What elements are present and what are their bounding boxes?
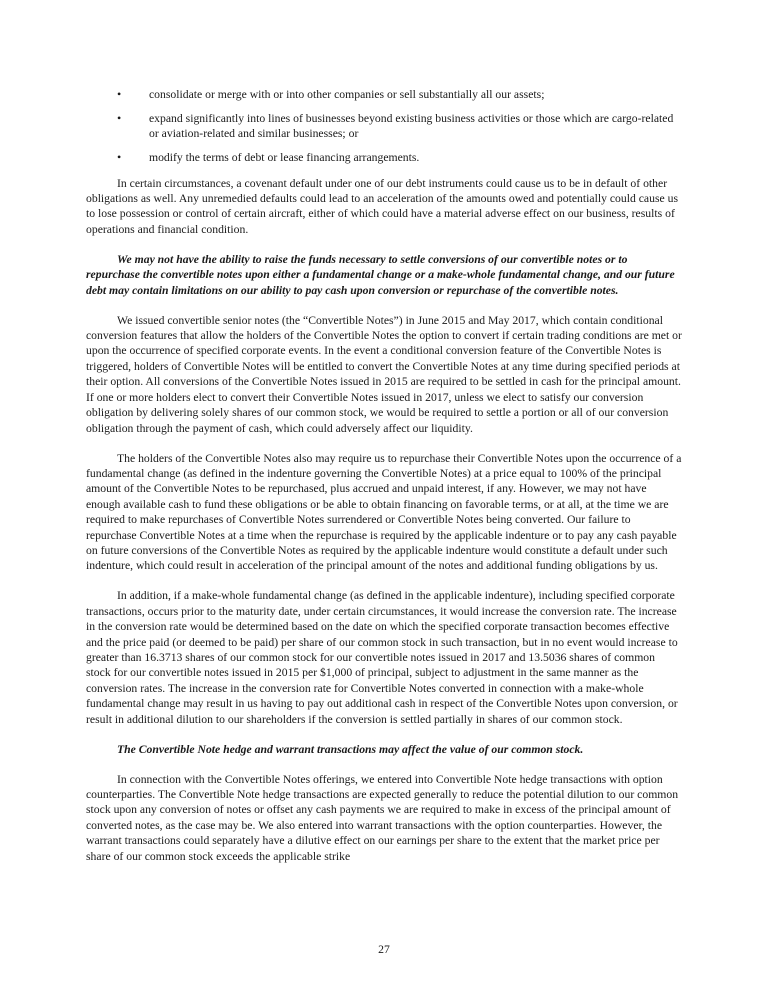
bullet-list <box>86 87 682 166</box>
list-item <box>86 150 682 165</box>
bullet-text: expand significantly into lines of businesses beyond existing business activities or those which are cargo-related or aviation-related and similar businesses; or <box>149 111 674 141</box>
list-item <box>86 87 682 102</box>
risk-heading-hedge-warrant: The Convertible Note hedge and warrant transactions may affect the value of our common stock. <box>117 742 584 756</box>
document-page <box>86 87 682 879</box>
paragraph-covenant-default: In certain circumstances, a covenant default under one of our debt instruments could cause us to be in default of other obligations as well. Any unremedied defaults could lead to an acceleration of the amounts owed and potentially could cause us to lose possession or control of certain aircraft, either of which could have a material adverse effect on our business, results of operations and financial condition. <box>86 176 678 236</box>
list-item <box>86 111 682 142</box>
bullet-icon: • <box>117 110 122 125</box>
risk-heading-funds-conversion: We may not have the ability to raise the funds necessary to settle conversions of our convertible notes or to repurchase the convertible notes upon either a fundamental change or a make-whole fundamental change, and our future debt may contain limitations on our ability to pay cash upon conversion or repurchase of the convertible notes. <box>86 252 675 297</box>
paragraph-repurchase-obligation: The holders of the Convertible Notes also may require us to repurchase their Convertible Notes upon the occurrence of a fundamental change (as defined in the indenture governing the Convertible Notes) at a price equal to 100% of the principal amount of the Convertible Notes to be repurchased, plus accrued and unpaid interest, if any. However, we may not have enough available cash to fund these obligations or be able to obtain financing on favorable terms, or at all, at the time we are required to make repurchases of Convertible Notes surrendered or Convertible Notes being converted. Our failure to repurchase Convertible Notes at a time when the repurchase is required by the applicable indenture or to pay any cash payable on future conversions of the Convertible Notes as required by the applicable indenture would constitute a default under such indenture, which could result in acceleration of the principal amount of the notes and additional funding obligations by us. <box>86 451 682 573</box>
bullet-text: modify the terms of debt or lease financing arrangements. <box>149 151 420 165</box>
paragraph-hedge-transactions: In connection with the Convertible Notes offerings, we entered into Convertible Note hedge transactions with option counterparties. The Convertible Note hedge transactions are expected generally to reduce the potential dilution to our common stock upon any conversion of notes or offset any cash payments we are required to make in excess of the principal amount of converted notes, as the case may be. We also entered into warrant transactions with the option counterparties. However, the warrant transactions could separately have a dilutive effect on our earnings per share to the extent that the market price per share of our common stock exceeds the applicable strike <box>86 772 679 863</box>
bullet-text: consolidate or merge with or into other companies or sell substantially all our assets; <box>149 88 545 101</box>
paragraph-convertible-notes-issued: We issued convertible senior notes (the “Convertible Notes”) in June 2015 and May 2017, which contain conditional conversion features that allow the holders of the Convertible Notes the option to convert if certain trading conditions are met or upon the occurrence of specified corporate events. In the event a conditional conversion feature of the Convertible Notes is triggered, holders of Convertible Notes will be entitled to convert the Convertible Notes at any time during specified periods at their option. All conversions of the Convertible Notes issued in 2015 are required to be settled in cash for the principal amount. If one or more holders elect to convert their Convertible Notes issued in 2017, unless we elect to satisfy our conversion obligation by delivering solely shares of our common stock, we would be required to settle a portion or all of our conversion obligation through the payment of cash, which could adversely affect our liquidity. <box>86 313 682 435</box>
page-number: 27 <box>378 943 390 956</box>
paragraph-make-whole-change: In addition, if a make-whole fundamental change (as defined in the applicable indenture), including specified corporate transactions, occurs prior to the maturity date, under certain circumstances, it would increase the conversion rate. The increase in the conversion rate would be determined based on the date on which the specified corporate transaction becomes effective and the price paid (or deemed to be paid) per share of our common stock in such transaction, but in no event would increase to greater than 16.3713 shares of our common stock for our convertible notes issued in 2017 and 13.5036 shares of common stock for our convertible notes issued in 2015 per $1,000 of principal, subject to adjustment in the same manner as the conversion rates. The increase in the conversion rate for Convertible Notes converted in connection with a make-whole fundamental change may result in us having to pay out additional cash in respect of the Convertible Notes upon conversion, or result in additional dilution to our shareholders if the conversion is settled partially in shares of our common stock. <box>86 589 678 726</box>
bullet-icon: • <box>117 150 122 165</box>
bullet-icon: • <box>117 87 122 101</box>
